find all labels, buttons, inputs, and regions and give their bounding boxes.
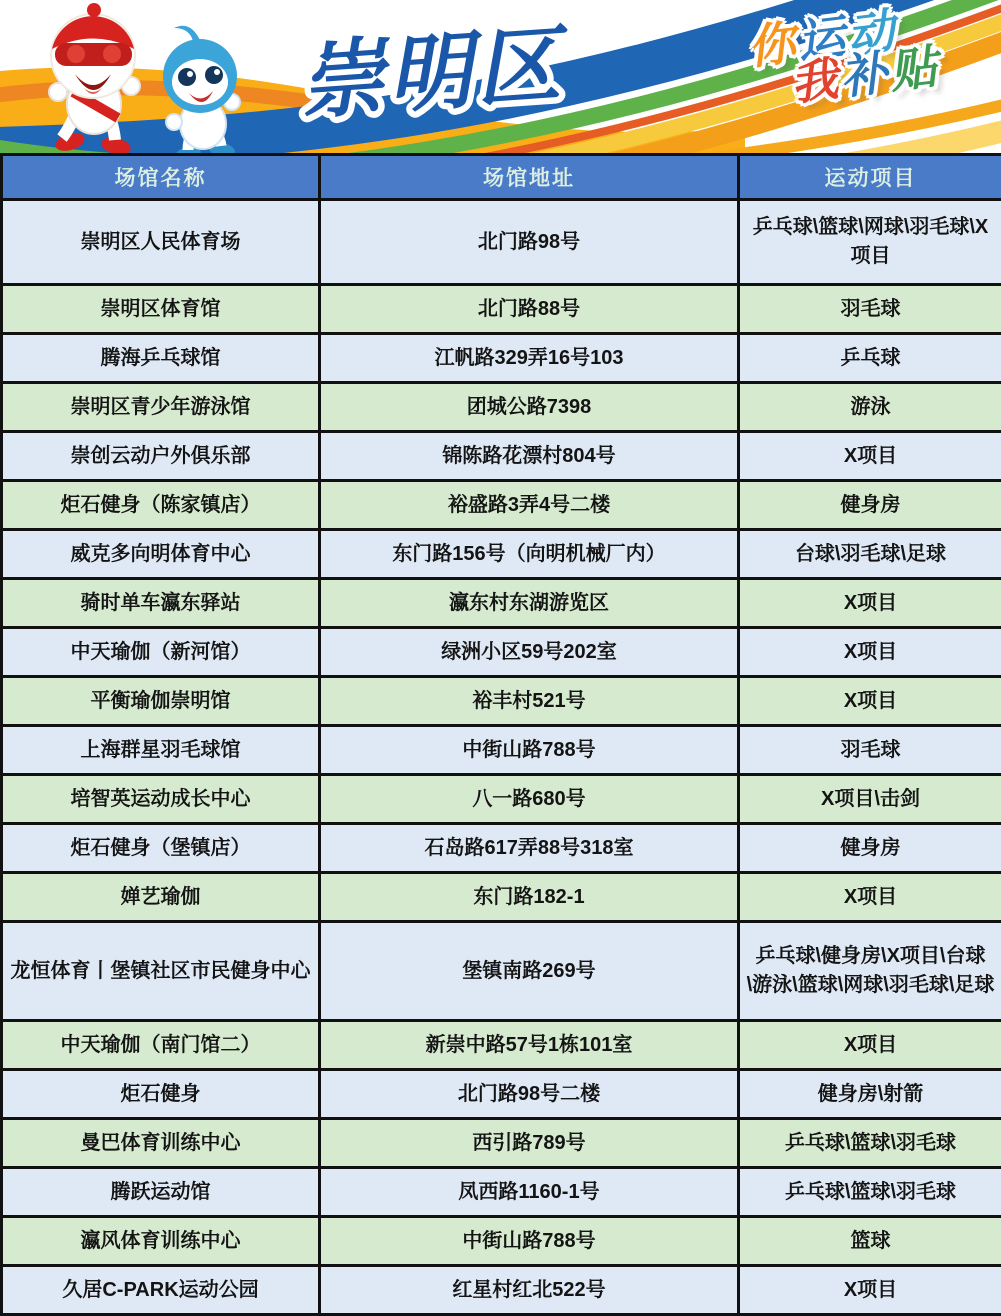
sports-cell: X项目: [739, 432, 1001, 481]
slogan-char: 你: [745, 15, 801, 74]
sports-cell: X项目: [739, 1266, 1001, 1315]
table-row: [2, 383, 1001, 432]
slogan-char: 我: [788, 52, 844, 111]
table-row: [2, 285, 1001, 334]
page-title: 崇明区: [297, 16, 574, 129]
venue-name-cell: 中天瑜伽（南门馆二）: [2, 1021, 320, 1070]
table-row: [2, 1021, 1001, 1070]
venue-address-cell: 东门路156号（向明机械厂内）: [320, 530, 739, 579]
venue-address-cell: 八一路680号: [320, 775, 739, 824]
venue-name-cell: 培智英运动成长中心: [2, 775, 320, 824]
sports-cell: 乒乓球\篮球\羽毛球: [739, 1168, 1001, 1217]
venue-name-cell: 崇明区人民体育场: [2, 200, 320, 285]
venue-address-cell: 红星村红北522号: [320, 1266, 739, 1315]
banner: [0, 0, 1001, 153]
table-row: [2, 481, 1001, 530]
venue-address-cell: 裕盛路3弄4号二楼: [320, 481, 739, 530]
venue-name-cell: 平衡瑜伽崇明馆: [2, 677, 320, 726]
venue-name-cell: 龙恒体育丨堡镇社区市民健身中心: [2, 922, 320, 1021]
venue-address-cell: 裕丰村521号: [320, 677, 739, 726]
venue-name-cell: 威克多向明体育中心: [2, 530, 320, 579]
table-row: [2, 579, 1001, 628]
sports-cell: X项目: [739, 873, 1001, 922]
venue-name-cell: 中天瑜伽（新河馆）: [2, 628, 320, 677]
sports-cell: 健身房: [739, 824, 1001, 873]
sports-cell: 健身房: [739, 481, 1001, 530]
venue-address-cell: 中街山路788号: [320, 726, 739, 775]
venue-name-cell: 崇明区青少年游泳馆: [2, 383, 320, 432]
venue-address-cell: 北门路98号: [320, 200, 739, 285]
venue-address-cell: 西引路789号: [320, 1119, 739, 1168]
sports-cell: 乒乓球\健身房\X项目\台球\游泳\篮球\网球\羽毛球\足球: [739, 922, 1001, 1021]
venue-address-cell: 新崇中路57号1栋101室: [320, 1021, 739, 1070]
table-row: [2, 775, 1001, 824]
table-header-row: [2, 155, 1001, 200]
table-body: [2, 200, 1001, 1315]
venue-address-cell: 绿洲小区59号202室: [320, 628, 739, 677]
table-row: [2, 1217, 1001, 1266]
venue-name-cell: 炬石健身（堡镇店）: [2, 824, 320, 873]
table-row: [2, 1070, 1001, 1119]
table-row: [2, 824, 1001, 873]
table-row: [2, 677, 1001, 726]
venues-table: [0, 153, 1001, 1316]
table-row: [2, 922, 1001, 1021]
venue-name-cell: 腾海乒乓球馆: [2, 334, 320, 383]
venue-address-cell: 中街山路788号: [320, 1217, 739, 1266]
banner-title-wrap: [212, 6, 652, 146]
venue-name-cell: 上海群星羽毛球馆: [2, 726, 320, 775]
sports-cell: 乒乓球: [739, 334, 1001, 383]
header-venue-address: 场馆地址: [320, 155, 739, 200]
sports-cell: 乒乓球\篮球\羽毛球: [739, 1119, 1001, 1168]
venue-address-cell: 瀛东村东湖游览区: [320, 579, 739, 628]
slogan-char: 运: [795, 9, 851, 68]
venue-address-cell: 团城公路7398: [320, 383, 739, 432]
sports-cell: 健身房\射箭: [739, 1070, 1001, 1119]
venue-name-cell: 曼巴体育训练中心: [2, 1119, 320, 1168]
slogan-char: 补: [837, 46, 893, 105]
venue-address-cell: 堡镇南路269号: [320, 922, 739, 1021]
slogan-char: 动: [844, 3, 900, 62]
sports-cell: 游泳: [739, 383, 1001, 432]
sports-cell: 台球\羽毛球\足球: [739, 530, 1001, 579]
header-venue-name: 场馆名称: [2, 155, 320, 200]
venue-name-cell: 炬石健身: [2, 1070, 320, 1119]
venue-name-cell: 骑时单车瀛东驿站: [2, 579, 320, 628]
venue-name-cell: 久居C-PARK运动公园: [2, 1266, 320, 1315]
table-row: [2, 334, 1001, 383]
table-row: [2, 726, 1001, 775]
venue-address-cell: 凤西路1160-1号: [320, 1168, 739, 1217]
header-sports: 运动项目: [739, 155, 1001, 200]
venue-address-cell: 石岛路617弄88号318室: [320, 824, 739, 873]
sports-cell: X项目: [739, 579, 1001, 628]
venue-name-cell: 瀛风体育训练中心: [2, 1217, 320, 1266]
table-row: [2, 530, 1001, 579]
venue-address-cell: 北门路88号: [320, 285, 739, 334]
table-row: [2, 1119, 1001, 1168]
venue-address-cell: 北门路98号二楼: [320, 1070, 739, 1119]
sports-cell: 羽毛球: [739, 726, 1001, 775]
sports-cell: 羽毛球: [739, 285, 1001, 334]
table-row: [2, 628, 1001, 677]
venue-address-cell: 江帆路329弄16号103: [320, 334, 739, 383]
sports-cell: X项目: [739, 1021, 1001, 1070]
sports-cell: 乒乓球\篮球\网球\羽毛球\X项目: [739, 200, 1001, 285]
venue-name-cell: 崇明区体育馆: [2, 285, 320, 334]
table-row: [2, 873, 1001, 922]
venue-name-cell: 崇创云动户外俱乐部: [2, 432, 320, 481]
venue-name-cell: 腾跃运动馆: [2, 1168, 320, 1217]
sports-cell: X项目: [739, 628, 1001, 677]
venue-address-cell: 东门路182-1: [320, 873, 739, 922]
table-row: [2, 1266, 1001, 1315]
sports-cell: X项目\击剑: [739, 775, 1001, 824]
sports-cell: 篮球: [739, 1217, 1001, 1266]
sports-cell: X项目: [739, 677, 1001, 726]
venue-name-cell: 婵艺瑜伽: [2, 873, 320, 922]
table-row: [2, 200, 1001, 285]
table-row: [2, 432, 1001, 481]
table-row: [2, 1168, 1001, 1217]
slogan-char: 贴: [887, 39, 943, 98]
venue-name-cell: 炬石健身（陈家镇店）: [2, 481, 320, 530]
venue-address-cell: 锦陈路花漂村804号: [320, 432, 739, 481]
